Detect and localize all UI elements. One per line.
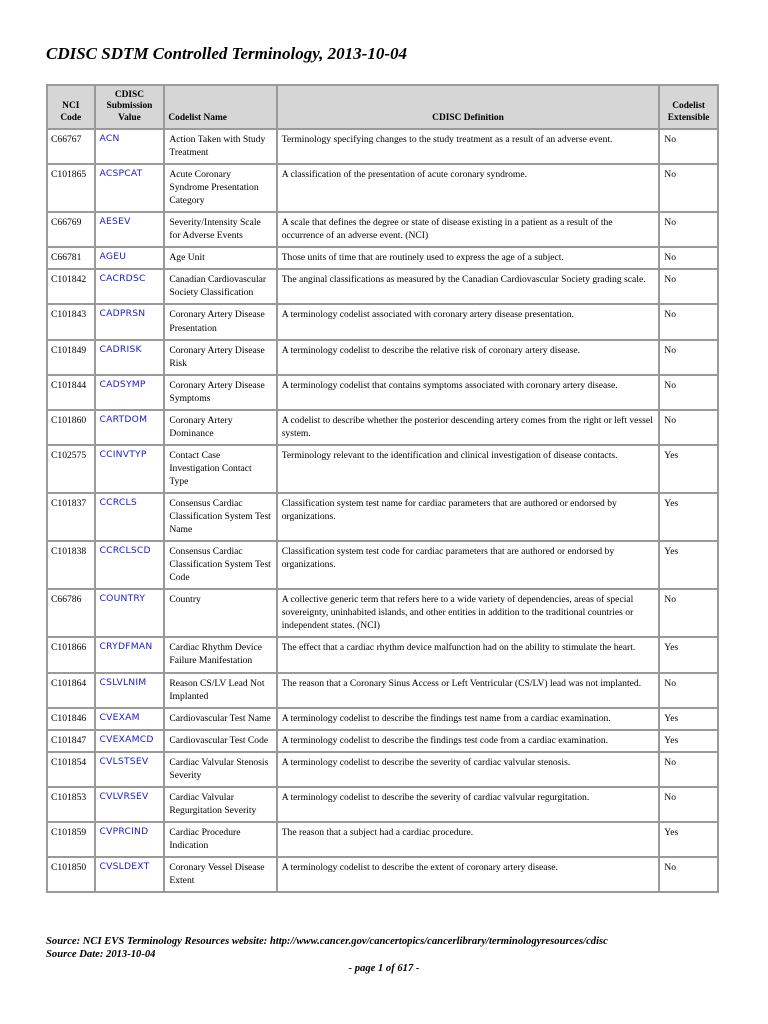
extensible-cell: No: [660, 165, 717, 211]
extensible-cell: Yes: [660, 494, 717, 540]
codelist-name-cell: Reason CS/LV Lead Not Implanted: [165, 674, 275, 707]
extensible-cell: No: [660, 130, 717, 163]
table-row: [48, 731, 717, 751]
extensible-cell: No: [660, 248, 717, 268]
submission-value-link[interactable]: CACRDSC: [96, 270, 164, 303]
table-row: [48, 590, 717, 636]
submission-value-link[interactable]: ACN: [96, 130, 164, 163]
table-row: [48, 709, 717, 729]
definition-cell: A terminology codelist associated with coronary artery disease presentation.: [278, 305, 659, 338]
codelist-name-cell: Canadian Cardiovascular Society Classification: [165, 270, 275, 303]
codelist-name-cell: Contact Case Investigation Contact Type: [165, 446, 275, 492]
codelist-name-cell: Severity/Intensity Scale for Adverse Events: [165, 213, 275, 246]
extensible-cell: No: [660, 341, 717, 374]
nci-code-cell: C101837: [48, 494, 94, 540]
table-row: [48, 494, 717, 540]
submission-value-link[interactable]: CVLVRSEV: [96, 788, 164, 821]
nci-code-cell: C101853: [48, 788, 94, 821]
codelist-name-cell: Coronary Vessel Disease Extent: [165, 858, 275, 891]
table-row: [48, 753, 717, 786]
table-row: [48, 446, 717, 492]
codelist-name-cell: Acute Coronary Syndrome Presentation Category: [165, 165, 275, 211]
definition-cell: The effect that a cardiac rhythm device malfunction had on the ability to stimulate the heart.: [278, 638, 659, 671]
nci-code-cell: C101847: [48, 731, 94, 751]
table-row: [48, 638, 717, 671]
nci-code-cell: C102575: [48, 446, 94, 492]
extensible-cell: No: [660, 305, 717, 338]
header-extensible: Codelist Extensible: [660, 86, 717, 128]
header-codelist-name: Codelist Name: [165, 86, 275, 128]
definition-cell: A collective generic term that refers here to a wide variety of dependencies, areas of special sovereignty, uninhabited islands, and other entities in addition to the traditional countries or independent states. (NCI): [278, 590, 659, 636]
table-row: [48, 248, 717, 268]
submission-value-link[interactable]: CARTDOM: [96, 411, 164, 444]
table-row: [48, 270, 717, 303]
codelist-name-cell: Cardiac Valvular Regurgitation Severity: [165, 788, 275, 821]
submission-value-link[interactable]: AGEU: [96, 248, 164, 268]
definition-cell: A terminology codelist to describe the severity of cardiac valvular stenosis.: [278, 753, 659, 786]
nci-code-cell: C66786: [48, 590, 94, 636]
table-row: [48, 788, 717, 821]
submission-value-link[interactable]: AESEV: [96, 213, 164, 246]
submission-value-link[interactable]: CCINVTYP: [96, 446, 164, 492]
extensible-cell: Yes: [660, 823, 717, 856]
codelist-name-cell: Cardiac Procedure Indication: [165, 823, 275, 856]
codelist-name-cell: Cardiac Rhythm Device Failure Manifestation: [165, 638, 275, 671]
nci-code-cell: C101844: [48, 376, 94, 409]
nci-code-cell: C101838: [48, 542, 94, 588]
definition-cell: A codelist to describe whether the posterior descending artery comes from the right or left vessel system.: [278, 411, 659, 444]
nci-code-cell: C101860: [48, 411, 94, 444]
extensible-cell: No: [660, 590, 717, 636]
table-row: [48, 376, 717, 409]
submission-value-link[interactable]: CRYDFMAN: [96, 638, 164, 671]
definition-cell: The reason that a Coronary Sinus Access or Left Ventricular (CS/LV) lead was not implanted.: [278, 674, 659, 707]
extensible-cell: No: [660, 674, 717, 707]
definition-cell: A classification of the presentation of acute coronary syndrome.: [278, 165, 659, 211]
nci-code-cell: C101843: [48, 305, 94, 338]
submission-value-link[interactable]: CVSLDEXT: [96, 858, 164, 891]
definition-cell: Classification system test name for cardiac parameters that are authored or endorsed by organizations.: [278, 494, 659, 540]
table-row: [48, 213, 717, 246]
table-header-row: [48, 86, 717, 128]
definition-cell: A terminology codelist to describe the findings test name from a cardiac examination.: [278, 709, 659, 729]
table-row: [48, 341, 717, 374]
nci-code-cell: C101846: [48, 709, 94, 729]
codelist-name-cell: Coronary Artery Dominance: [165, 411, 275, 444]
submission-value-link[interactable]: CADRISK: [96, 341, 164, 374]
extensible-cell: No: [660, 270, 717, 303]
extensible-cell: Yes: [660, 709, 717, 729]
nci-code-cell: C66767: [48, 130, 94, 163]
submission-value-link[interactable]: CCRCLS: [96, 494, 164, 540]
definition-cell: Classification system test code for cardiac parameters that are authored or endorsed by organizations.: [278, 542, 659, 588]
table-row: [48, 165, 717, 211]
codelist-name-cell: Action Taken with Study Treatment: [165, 130, 275, 163]
table-row: [48, 305, 717, 338]
nci-code-cell: C101859: [48, 823, 94, 856]
codelist-name-cell: Consensus Cardiac Classification System Test Name: [165, 494, 275, 540]
extensible-cell: No: [660, 858, 717, 891]
submission-value-link[interactable]: CVPRCIND: [96, 823, 164, 856]
submission-value-link[interactable]: CVEXAMCD: [96, 731, 164, 751]
definition-cell: A terminology codelist to describe the findings test code from a cardiac examination.: [278, 731, 659, 751]
codelist-name-cell: Coronary Artery Disease Risk: [165, 341, 275, 374]
definition-cell: The reason that a subject had a cardiac procedure.: [278, 823, 659, 856]
nci-code-cell: C101850: [48, 858, 94, 891]
page-number: - page 1 of 617 -: [348, 963, 420, 974]
document-title: CDISC SDTM Controlled Terminology, 2013-10-04: [46, 44, 407, 63]
definition-cell: A terminology codelist to describe the severity of cardiac valvular regurgitation.: [278, 788, 659, 821]
header-nci-code: NCI Code: [48, 86, 94, 128]
extensible-cell: Yes: [660, 731, 717, 751]
definition-cell: A terminology codelist that contains symptoms associated with coronary artery disease.: [278, 376, 659, 409]
codelist-name-cell: Cardiovascular Test Code: [165, 731, 275, 751]
nci-code-cell: C101854: [48, 753, 94, 786]
source-line: Source: NCI EVS Terminology Resources website: http://www.cancer.gov/cancertopics/cancerlibrary/terminologyresources/cdisc: [46, 936, 608, 947]
codelist-name-cell: Coronary Artery Disease Symptoms: [165, 376, 275, 409]
table-row: [48, 411, 717, 444]
definition-cell: Those units of time that are routinely used to express the age of a subject.: [278, 248, 659, 268]
table-body: [48, 130, 717, 891]
table-row: [48, 858, 717, 891]
definition-cell: A terminology codelist to describe the relative risk of coronary artery disease.: [278, 341, 659, 374]
nci-code-cell: C101866: [48, 638, 94, 671]
codelist-name-cell: Country: [165, 590, 275, 636]
definition-cell: Terminology relevant to the identification and clinical investigation of disease contacts.: [278, 446, 659, 492]
source-date: Source Date: 2013-10-04: [46, 949, 156, 961]
codelist-name-cell: Consensus Cardiac Classification System Test Code: [165, 542, 275, 588]
terminology-table: [46, 84, 719, 893]
definition-cell: A terminology codelist to describe the extent of coronary artery disease.: [278, 858, 659, 891]
header-definition: CDISC Definition: [278, 86, 659, 128]
footer-source: [46, 935, 608, 962]
codelist-name-cell: Cardiovascular Test Name: [165, 709, 275, 729]
header-submission-value: CDISC Submission Value: [96, 86, 164, 128]
extensible-cell: Yes: [660, 638, 717, 671]
extensible-cell: No: [660, 788, 717, 821]
submission-value-link[interactable]: ACSPCAT: [96, 165, 164, 211]
nci-code-cell: C101865: [48, 165, 94, 211]
submission-value-link[interactable]: CADSYMP: [96, 376, 164, 409]
extensible-cell: Yes: [660, 446, 717, 492]
codelist-name-cell: Age Unit: [165, 248, 275, 268]
definition-cell: Terminology specifying changes to the study treatment as a result of an adverse event.: [278, 130, 659, 163]
table-row: [48, 823, 717, 856]
definition-cell: A scale that defines the degree or state of disease existing in a patient as a result of the occurrence of an adverse event. (NCI): [278, 213, 659, 246]
nci-code-cell: C101842: [48, 270, 94, 303]
submission-value-link[interactable]: CSLVLNIM: [96, 674, 164, 707]
submission-value-link[interactable]: CVEXAM: [96, 709, 164, 729]
table-row: [48, 542, 717, 588]
submission-value-link[interactable]: CVLSTSEV: [96, 753, 164, 786]
submission-value-link[interactable]: COUNTRY: [96, 590, 164, 636]
extensible-cell: No: [660, 213, 717, 246]
table-row: [48, 674, 717, 707]
extensible-cell: Yes: [660, 542, 717, 588]
nci-code-cell: C66781: [48, 248, 94, 268]
submission-value-link[interactable]: CADPRSN: [96, 305, 164, 338]
nci-code-cell: C101864: [48, 674, 94, 707]
nci-code-cell: C66769: [48, 213, 94, 246]
table-row: [48, 130, 717, 163]
nci-code-cell: C101849: [48, 341, 94, 374]
extensible-cell: No: [660, 376, 717, 409]
extensible-cell: No: [660, 753, 717, 786]
submission-value-link[interactable]: CCRCLSCD: [96, 542, 164, 588]
codelist-name-cell: Coronary Artery Disease Presentation: [165, 305, 275, 338]
extensible-cell: No: [660, 411, 717, 444]
codelist-name-cell: Cardiac Valvular Stenosis Severity: [165, 753, 275, 786]
definition-cell: The anginal classifications as measured by the Canadian Cardiovascular Society grading scale.: [278, 270, 659, 303]
